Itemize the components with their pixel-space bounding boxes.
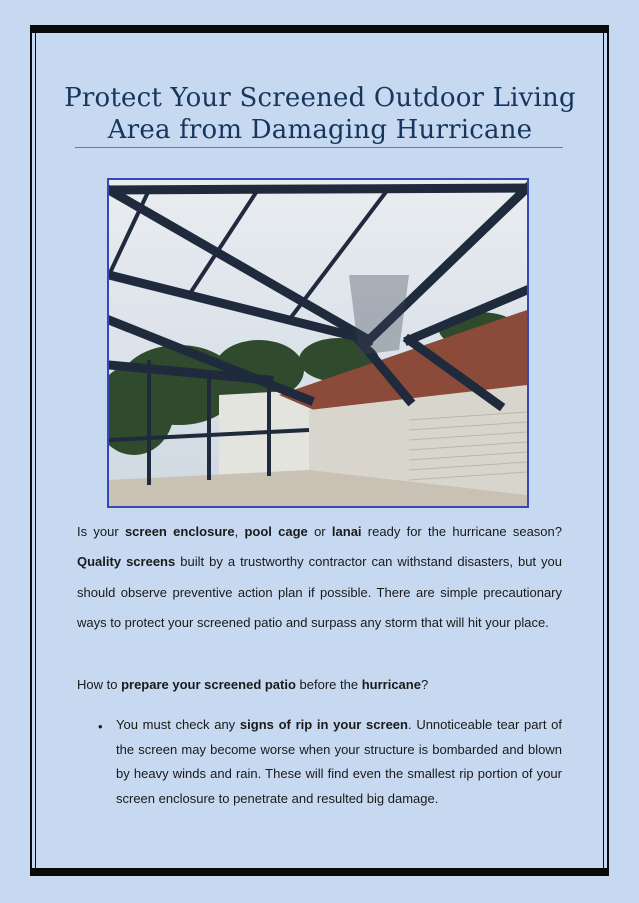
screened-pool-enclosure-photo [107, 178, 529, 508]
bold-lanai: lanai [331, 524, 362, 539]
text-span: before the [295, 677, 362, 692]
text-span: or [307, 524, 332, 539]
text-span: ? [420, 677, 429, 692]
page-border-left [30, 25, 32, 876]
text-span: . Unnoticeable tear part of the screen may become worse when your structure is bombarded and blown by heavy winds and rain. These will find even the smallest rip portion of your screen enclosure to penetrate and resulted big damage. [116, 717, 562, 806]
page-border-bottom [30, 868, 609, 876]
page-border-right-inner [603, 33, 604, 868]
title-line-2: Area from Damaging Hurricane [107, 115, 533, 145]
title-underline [75, 147, 563, 148]
bold-hurricane: hurricane [361, 677, 421, 692]
text-span: How to [77, 677, 122, 692]
bold-prepare-screened-patio: prepare your screened patio [121, 677, 296, 692]
page-title [60, 82, 580, 146]
bold-signs-of-rip: signs of rip in your screen [239, 717, 408, 732]
text-span: ready for the hurricane season? [361, 524, 562, 539]
intro-paragraph [77, 517, 562, 638]
bold-screen-enclosure: screen enclosure [124, 524, 235, 539]
text-span: built by a trustworthy contractor can withstand disasters, but you should observe preventive action plan if possible. There are simple precautionary ways to protect your screened patio and surpass any storm that will hit your place. [77, 554, 563, 630]
bullet-item [116, 713, 562, 811]
bold-quality-screens: Quality screens [77, 554, 176, 570]
page-border-top [30, 25, 609, 33]
how-to-prepare-heading [77, 677, 562, 693]
page-border-left-inner [35, 33, 36, 868]
bold-pool-cage: pool cage [244, 524, 308, 539]
title-line-1: Protect Your Screened Outdoor Living [64, 83, 576, 113]
text-span: You must check any [116, 717, 240, 732]
text-span: , [234, 524, 245, 539]
page-border-right [607, 25, 609, 876]
text-span: Is your [77, 524, 125, 539]
bullet-marker: • [98, 719, 103, 734]
